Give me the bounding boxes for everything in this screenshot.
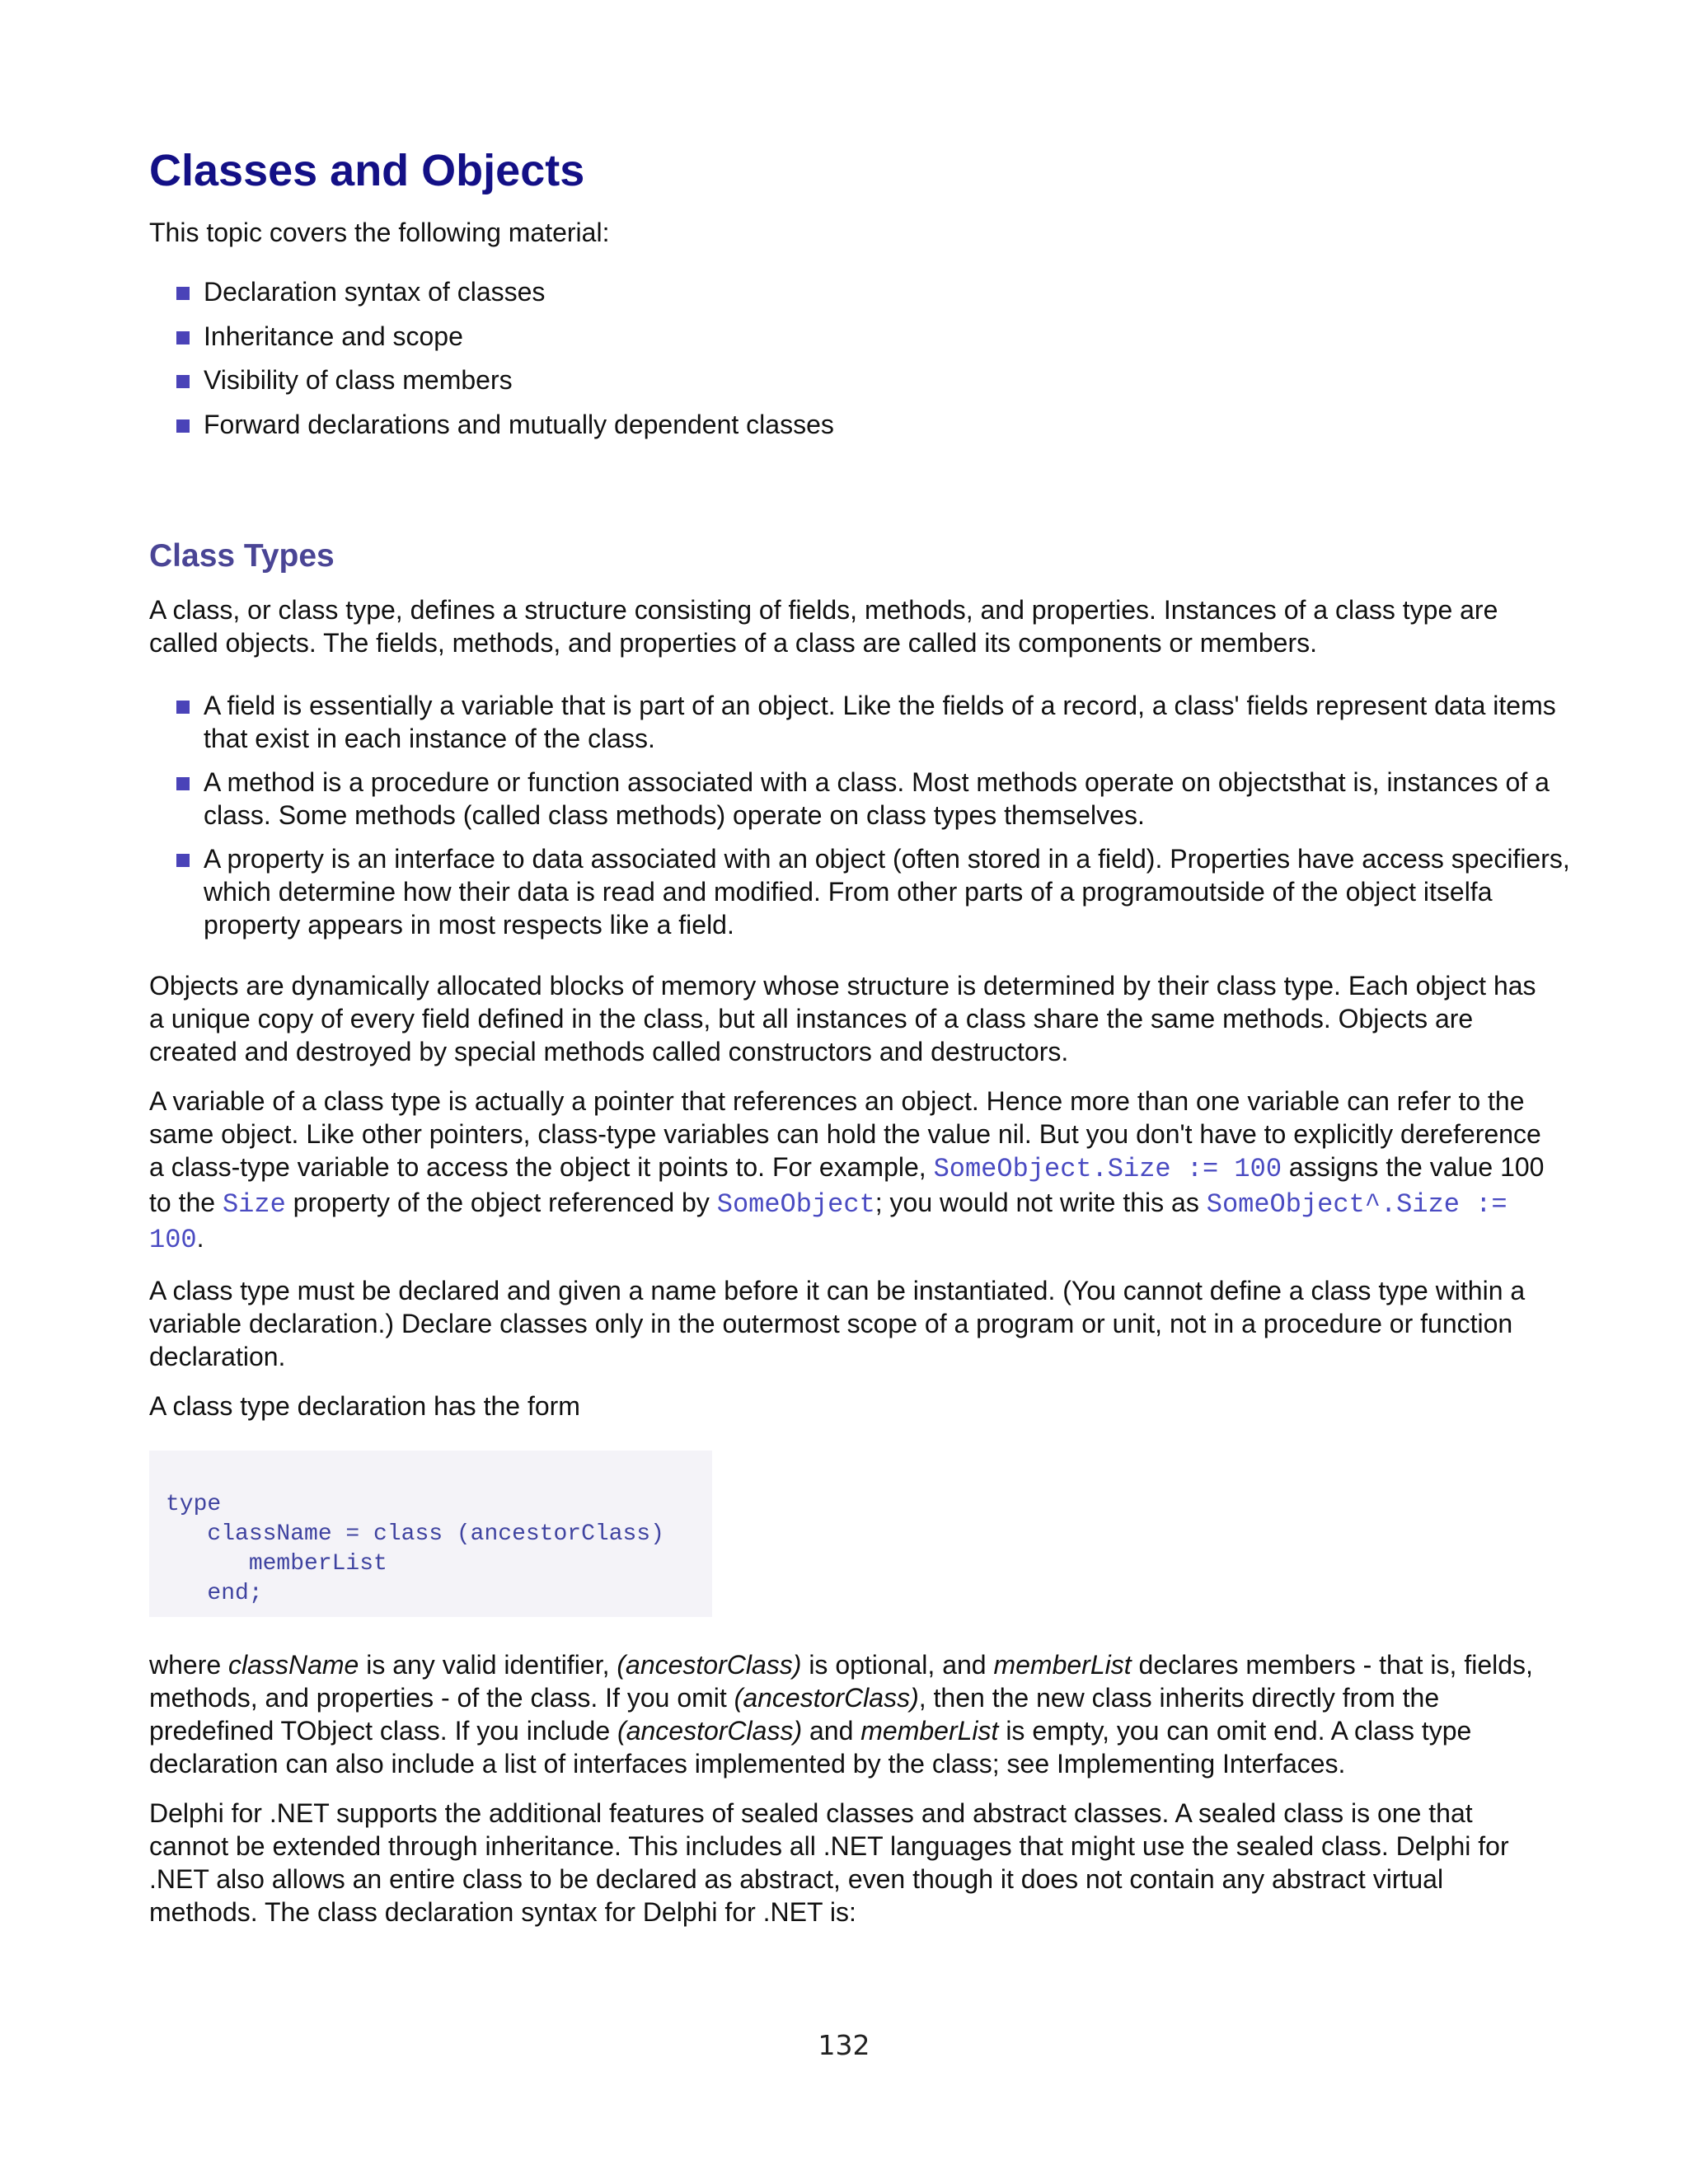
- code-line: end;: [166, 1581, 263, 1606]
- paragraph: A variable of a class type is actually a pointer that references an object. Hence more than one variable can refer to the same object. Like other pointers, class-type variables can hold the value nil. But you don't have to explicitly dereference a class-type variable to access the object it points to. For example, SomeObject.Size := 100 assigns the value 100 to the Size property of the object referenced by SomeObject; you would not write this as SomeObject^.Size := 100.: [149, 1086, 1545, 1255]
- section-heading: Class Types: [149, 538, 335, 574]
- code-line: type: [166, 1492, 222, 1517]
- paragraph: where className is any valid identifier, (ancestorClass) is optional, and memberList declares members - that is, fields, methods, and properties - of the class. If you omit (ancestorClass), then the new class inherits directly from the predefined TObject class. If you include (ancestorClass) and memberList is empty, you can omit end. A class type declaration can also include a list of interfaces implemented by the class; see Implementing Interfaces.: [149, 1650, 1533, 1779]
- list-item: Visibility of class members: [176, 363, 1578, 396]
- list-item: Forward declarations and mutually dependent classes: [176, 408, 1578, 441]
- page-number: 132: [818, 2029, 870, 2061]
- page-title: Classes and Objects: [149, 146, 585, 195]
- paragraph: A class, or class type, defines a structure consisting of fields, methods, and properties. Instances of a class type are called objects. The fields, methods, and properties of a class are called its components or members.: [149, 595, 1498, 658]
- intro-text: This topic covers the following material:: [149, 218, 610, 247]
- list-item: Declaration syntax of classes: [176, 275, 1578, 308]
- list-item: A property is an interface to data associated with an object (often stored in a field). Properties have access specifiers, which determine how their data is read and modified. From other parts of a programoutside of the object itselfa property appears in most respects like a field.: [176, 842, 1578, 941]
- inline-code: Size: [222, 1189, 286, 1220]
- list-item: Inheritance and scope: [176, 320, 1578, 353]
- code-line: className = class (ancestorClass): [166, 1521, 664, 1547]
- bullet-square-icon: [176, 854, 190, 867]
- paragraph: Objects are dynamically allocated blocks of memory whose structure is determined by their class type. Each object has a unique copy of every field defined in the class, but all instances of a class share the same methods. Objects are created and destroyed by special methods called constructors and destructors.: [149, 971, 1536, 1066]
- bullet-square-icon: [176, 331, 190, 344]
- inline-code: SomeObject: [716, 1189, 875, 1220]
- member-list: [149, 689, 1578, 952]
- bullet-square-icon: [176, 287, 190, 300]
- topic-list: [149, 275, 1578, 452]
- bullet-square-icon: [176, 777, 190, 790]
- list-item: A method is a procedure or function associated with a class. Most methods operate on objectsthat is, instances of a class. Some methods (called class methods) operate on class types themselves.: [176, 766, 1578, 832]
- bullet-square-icon: [176, 375, 190, 388]
- bullet-square-icon: [176, 701, 190, 714]
- bullet-square-icon: [176, 419, 190, 433]
- paragraph: A class type must be declared and given a name before it can be instantiated. (You cannot define a class type within a variable declaration.) Declare classes only in the outermost scope of a program or unit, not in a procedure or function declaration.: [149, 1276, 1526, 1371]
- list-item: A field is essentially a variable that is part of an object. Like the fields of a record, a class' fields represent data items that exist in each instance of the class.: [176, 689, 1578, 755]
- code-line: memberList: [166, 1551, 387, 1577]
- inline-code: SomeObject^.Size := 100: [149, 1189, 1507, 1255]
- paragraph: A class type declaration has the form: [149, 1391, 580, 1421]
- code-block: [149, 1451, 712, 1617]
- paragraph: Delphi for .NET supports the additional features of sealed classes and abstract classes. A sealed class is one that cannot be extended through inheritance. This includes all .NET languages that might use the sealed class. Delphi for .NET also allows an entire class to be declared as abstract, even though it does not contain any abstract virtual methods. The class declaration syntax for Delphi for .NET is:: [149, 1798, 1509, 1927]
- inline-code: SomeObject.Size := 100: [933, 1154, 1282, 1184]
